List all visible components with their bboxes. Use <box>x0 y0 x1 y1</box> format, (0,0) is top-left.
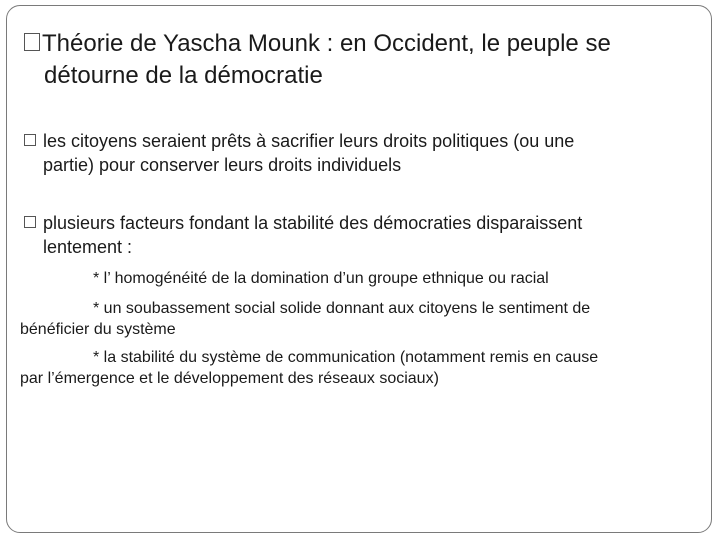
checkbox-bullet-icon <box>24 33 40 51</box>
bullet-item-1 <box>24 129 674 177</box>
sub-item-1 <box>93 268 549 289</box>
bullet-item-2 <box>24 211 674 259</box>
bullet-2-line-1: plusieurs facteurs fondant la stabilité des démocraties disparaissent <box>43 213 583 233</box>
checkbox-bullet-icon <box>24 134 36 146</box>
bullet-1-line-2: partie) pour conserver leurs droits individuels <box>43 155 402 175</box>
checkbox-bullet-icon <box>24 216 36 228</box>
sub-item-3-line-1: * la stabilité du système de communication (notamment remis en cause <box>93 349 599 366</box>
sub-item-1-line-1: * l’ homogénéité de la domination d’un groupe ethnique ou racial <box>93 270 549 287</box>
sub-item-2 <box>20 298 670 340</box>
slide-title <box>24 28 684 92</box>
bullet-1-line-1: les citoyens seraient prêts à sacrifier leurs droits politiques (ou une <box>43 131 575 151</box>
title-line-2: détourne de la démocratie <box>44 62 323 89</box>
sub-item-3 <box>20 347 670 389</box>
sub-item-2-line-1: * un soubassement social solide donnant aux citoyens le sentiment de <box>93 300 591 317</box>
title-line-1: Théorie de Yascha Mounk : en Occident, le peuple se <box>42 30 611 57</box>
bullet-2-line-2: lentement : <box>43 237 133 257</box>
sub-item-3-line-2: par l’émergence et le développement des réseaux sociaux) <box>20 370 439 387</box>
sub-item-2-line-2: bénéficier du système <box>20 321 176 338</box>
